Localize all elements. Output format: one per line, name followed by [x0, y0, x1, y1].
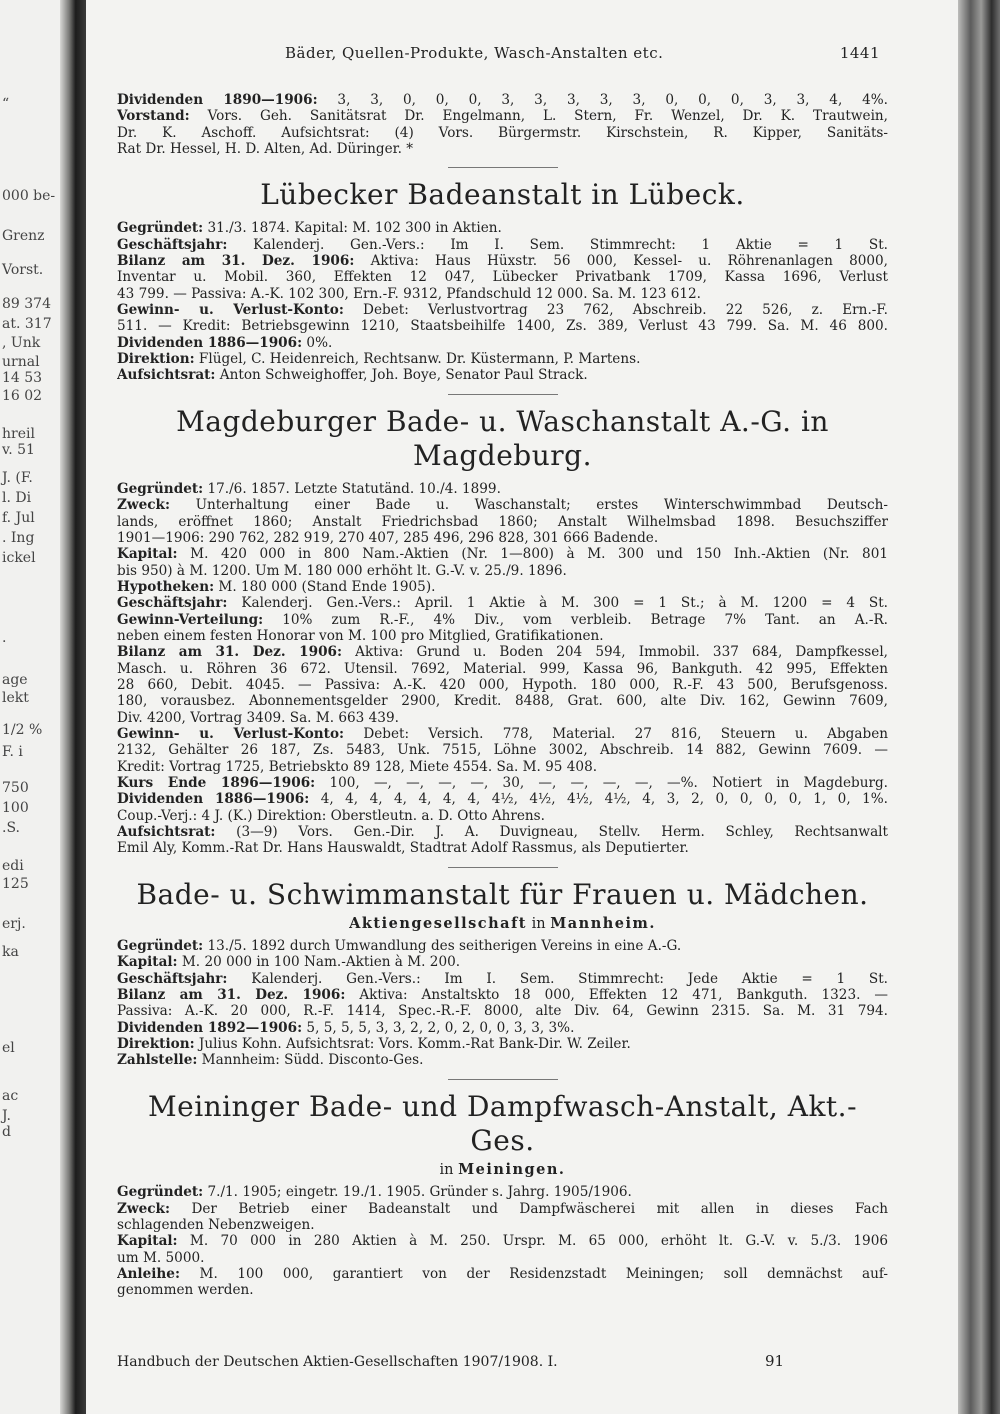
entry-text: 10% zum R.-F., 4% Div., vom verbleib. Betrage 7% Tant. an A.-R.	[263, 611, 888, 628]
entry-field-label: Bilanz am 31. Dez. 1906:	[117, 644, 343, 661]
entry-field-label: Direktion:	[117, 1036, 195, 1053]
entry-text: 17./6. 1857. Letzte Statutänd. 10./4. 1899.	[203, 480, 501, 497]
entry-text: 511. — Kredit: Betriebsgewinn 1210, Staatsbeihilfe 1400, Zs. 389, Verlust 43 799. Sa. M. 46 800.	[117, 318, 888, 335]
entry-line	[117, 335, 888, 351]
facing-page-text: F. i	[2, 744, 23, 760]
entry-field-label: Kapital:	[117, 954, 178, 971]
entry-line	[117, 302, 888, 318]
entry-field-label: Gegründet:	[117, 1184, 204, 1201]
section-divider	[448, 1079, 558, 1080]
entry-line	[117, 954, 888, 970]
company-subtitle	[117, 916, 888, 932]
entry-line	[117, 693, 888, 709]
facing-page-text: 125	[2, 876, 29, 892]
entry-line	[117, 92, 888, 108]
entry-field-label: Dividenden 1886—1906:	[117, 791, 310, 808]
entry-line	[117, 530, 888, 546]
entry-text: 7./1. 1905; eingetr. 19./1. 1905. Gründer s. Jahrg. 1905/1906.	[203, 1184, 632, 1201]
entry-text: schlagenden Nebenzweigen.	[117, 1216, 315, 1233]
entry-field-label: Kapital:	[117, 546, 178, 563]
facing-page-fragment	[0, 0, 60, 1414]
entry-field-label: Geschäftsjahr:	[117, 236, 228, 253]
entry-field-label: Dividenden 1892—1906:	[117, 1019, 303, 1036]
entry-text: 5, 5, 5, 5, 3, 3, 2, 2, 0, 2, 0, 0, 3, 3, 3%.	[302, 1019, 575, 1036]
entry-text: neben einem festen Honorar von M. 100 pro Mitglied, Gratifikationen.	[117, 627, 604, 644]
entry-text: Aktiva: Anstaltskto 18 000, Effekten 12 471, Bankguth. 1323. —	[345, 987, 888, 1004]
entry-line	[117, 710, 888, 726]
entry-field-label: Vorstand:	[117, 108, 190, 125]
entry-line	[117, 269, 888, 285]
entry-text: Masch. u. Röhren 36 672. Utensil. 7692, Material. 999, Kassa 96, Bankguth. 42 995, Effekten	[117, 660, 888, 677]
entry-line	[117, 286, 888, 302]
facing-page-text: J. (F.	[2, 470, 33, 486]
entry-text: Coup.-Verj.: 4 J. (K.) Direktion: Oberstleutn. a. D. Otto Ahrens.	[117, 807, 545, 824]
entry-field-label: Gewinn- u. Verlust-Konto:	[117, 725, 345, 742]
facing-page-text: .S.	[2, 820, 20, 836]
entry-line	[117, 759, 888, 775]
entry-field-label: Kapital:	[117, 1233, 178, 1250]
entry-field-label: Bilanz am 31. Dez. 1906:	[117, 987, 346, 1004]
entry-line	[117, 514, 888, 530]
entry-line	[117, 1020, 888, 1036]
entry-line	[117, 808, 888, 824]
subtitle-in: in	[439, 1161, 459, 1178]
entry-line	[117, 1201, 888, 1217]
entry-line	[117, 661, 888, 677]
entry-line	[117, 108, 888, 124]
entry-line	[117, 987, 888, 1003]
entry-field-label: Gewinn-Verteilung:	[117, 611, 264, 628]
entry-line	[117, 742, 888, 758]
facing-page-text: “	[2, 96, 10, 112]
facing-page-text: ka	[2, 944, 19, 960]
entry-line	[117, 1250, 888, 1266]
entry-line	[117, 1217, 888, 1233]
entry-field-label: Gegründet:	[117, 938, 204, 955]
company-subtitle	[117, 1162, 888, 1178]
entry-text: Vors. Geh. Sanitätsrat Dr. Engelmann, L. Stern, Fr. Wenzel, Dr. K. Trautwein,	[189, 108, 888, 125]
entry-text: (3—9) Vors. Gen.-Dir. J. A. Duvigneau, Stellv. Herm. Schley, Rechtsanwalt	[215, 824, 888, 841]
facing-page-text: edi	[2, 858, 24, 874]
facing-page-text: Vorst.	[2, 262, 44, 278]
facing-page-text: 16 02	[2, 388, 43, 404]
entry-field-label: Geschäftsjahr:	[117, 970, 228, 987]
entry-text: Dr. K. Aschoff. Aufsichtsrat: (4) Vors. Bürgermstr. Kirschstein, R. Kipper, Sanitäts-	[117, 124, 888, 141]
page-edge	[958, 0, 1000, 1414]
entry-line	[117, 318, 888, 334]
entry-text: 28 660, Debit. 4045. — Passiva: A.-K. 420 000, Hypoth. 180 000, R.-F. 43 500, Berufsgenoss.	[117, 676, 888, 693]
facing-page-text: v. 51	[2, 442, 35, 458]
facing-page-text: , Unk	[2, 335, 41, 351]
entry-text: bis 950) à M. 1200. Um M. 180 000 erhöht lt. G.-V. v. 25./9. 1896.	[117, 562, 567, 579]
entry-text: Unterhaltung einer Bade u. Waschanstalt; erstes Winterschwimmbad Deutsch-	[170, 497, 888, 514]
company-title: Meininger Bade- und Dampfwasch-Anstalt, Akt.-Ges.	[147, 1089, 858, 1157]
entry-line	[117, 481, 888, 497]
company-form: Aktiengesellschaft	[349, 914, 527, 932]
entry-text: M. 180 000 (Stand Ende 1905).	[214, 578, 436, 595]
facing-page-text: .	[2, 630, 7, 646]
entry-text: Julius Kohn. Aufsichtsrat: Vors. Komm.-Rat Bank-Dir. W. Zeiler.	[194, 1036, 631, 1053]
entry-line	[117, 824, 888, 840]
entry-text: M. 100 000, garantiert von der Residenzstadt Meiningen; soll demnächst auf-	[179, 1265, 888, 1282]
entry-text: Aktiva: Grund u. Boden 204 594, Immobil. 337 684, Dampfkessel,	[342, 644, 888, 661]
facing-page-text: urnal	[2, 354, 40, 370]
facing-page-text: hreil	[2, 426, 35, 442]
facing-page-text: 750	[2, 780, 29, 796]
entry-line	[117, 141, 888, 157]
entry-text: Rat Dr. Hessel, H. D. Alten, Ad. Düringer. *	[117, 141, 414, 158]
entry-text: Emil Aly, Komm.-Rat Dr. Hans Hauswaldt, Stadtrat Adolf Rassmus, als Deputierter.	[117, 840, 689, 857]
entry-text: 4, 4, 4, 4, 4, 4, 4, 4½, 4½, 4½, 4½, 4, 3, 2, 0, 0, 0, 0, 1, 0, 1%.	[309, 791, 888, 808]
entry-line	[117, 595, 888, 611]
subtitle-in: in	[527, 915, 551, 932]
section-divider	[448, 167, 558, 168]
entry-text: Flügel, C. Heidenreich, Rechtsanw. Dr. Küstermann, P. Martens.	[194, 351, 641, 368]
entry-text: genommen werden.	[117, 1282, 254, 1299]
facing-page-text: age	[2, 672, 28, 688]
entry-text: 31./3. 1874. Kapital: M. 102 300 in Aktien.	[203, 220, 502, 237]
entry-line	[117, 612, 888, 628]
entry-line	[117, 726, 888, 742]
entry-text: Passiva: A.-K. 20 000, R.-F. 1414, Spec.-R.-F. 8000, alte Div. 64, Gewinn 2315. Sa. M. 31 794.	[117, 1003, 888, 1020]
facing-page-text: . Ing	[2, 530, 35, 546]
entry-text: 3, 3, 0, 0, 0, 3, 3, 3, 3, 3, 0, 0, 0, 3, 3, 4, 4%.	[317, 92, 888, 108]
facing-page-text: el	[2, 1040, 15, 1056]
company-title: Magdeburger Bade- u. Waschanstalt A.-G. in Magdeburg.	[176, 404, 829, 472]
entry-line	[117, 840, 888, 856]
entry-line	[117, 1052, 888, 1068]
entry-text: Kalenderj. Gen.-Vers.: April. 1 Aktie à M. 300 = 1 St.; à M. 1200 = 4 St.	[227, 595, 888, 612]
facing-page-text: d	[2, 1124, 11, 1140]
entry-line	[117, 971, 888, 987]
entry-line	[117, 628, 888, 644]
entry-line	[117, 220, 888, 236]
entry-line	[117, 351, 888, 367]
entry-text: Debet: Versich. 778, Material. 27 816, Steuern u. Abgaben	[344, 725, 888, 742]
entry-field-label: Aufsichtsrat:	[117, 367, 216, 384]
entry-field-label: Dividenden 1890—1906:	[117, 92, 318, 108]
entry-line	[117, 1282, 888, 1298]
entry-text: Kalenderj. Gen.-Vers.: Im I. Sem. Stimmrecht: 1 Aktie = 1 St.	[227, 236, 888, 253]
entry-field-label: Hypotheken:	[117, 578, 215, 595]
facing-page-text: at. 317	[2, 316, 52, 332]
company-city: Mannheim.	[550, 914, 656, 932]
facing-page-text: Grenz	[2, 228, 45, 244]
entry-line	[117, 497, 888, 513]
entry-text: Kredit: Vortrag 1725, Betriebskto 89 128, Miete 4554. Sa. M. 95 408.	[117, 758, 598, 775]
header-title: Bäder, Quellen-Produkte, Wasch-Anstalten etc.	[285, 44, 664, 62]
entry-text: lands, eröffnet 1860; Anstalt Friedrichsbad 1860; Anstalt Wilhelmsbad 1898. Besuchsziffer	[117, 513, 888, 530]
entry-text: 43 799. — Passiva: A.-K. 102 300, Ern.-F. 9312, Pfandschuld 12 000. Sa. M. 123 612.	[117, 285, 701, 302]
entry-line	[117, 1266, 888, 1282]
entry-line	[117, 938, 888, 954]
entry-text: 0%.	[302, 334, 333, 351]
facing-page-text: ickel	[2, 550, 36, 566]
entry-field-label: Kurs Ende 1896—1906:	[117, 775, 316, 791]
entry-text: 2132, Gehälter 26 187, Zs. 5483, Unk. 7515, Löhne 3002, Abschreib. 14 882, Gewinn 7609. —	[117, 742, 888, 759]
facing-page-text: 14 53	[2, 370, 43, 386]
facing-page-text: lekt	[2, 690, 29, 706]
entry-text: Kalenderj. Gen.-Vers.: Im I. Sem. Stimmrecht: Jede Aktie = 1 St.	[227, 970, 888, 987]
company-title: Lübecker Badeanstalt in Lübeck.	[260, 178, 745, 212]
entry-line	[117, 125, 888, 141]
entry-line	[117, 563, 888, 579]
entry-line	[117, 546, 888, 562]
entry-text: Aktiva: Haus Hüxstr. 56 000, Kessel- u. Röhrenanlagen 8000,	[354, 253, 888, 270]
entry-field-label: Geschäftsjahr:	[117, 595, 228, 612]
page-content	[117, 92, 888, 1299]
facing-page-text: J.	[2, 1108, 11, 1124]
entry-line	[117, 644, 888, 660]
entry-line	[117, 1036, 888, 1052]
company-city: Meiningen.	[458, 1160, 566, 1178]
entry-field-label: Zweck:	[117, 1200, 170, 1217]
entry-text: M. 20 000 in 100 Nam.-Aktien à M. 200.	[177, 954, 461, 971]
running-header	[100, 44, 880, 66]
entry-field-label: Gegründet:	[117, 480, 204, 497]
entry-text: Der Betrieb einer Badeanstalt und Dampfwäscherei mit allen in dieses Fach	[170, 1200, 888, 1217]
entry-text: Debet: Verlustvortrag 23 762, Abschreib. 22 526, z. Ern.-F.	[343, 302, 888, 319]
facing-page-text: f. Jul	[2, 510, 35, 526]
facing-page-text: 1/2 %	[2, 722, 43, 738]
entry-field-label: Bilanz am 31. Dez. 1906:	[117, 253, 355, 270]
facing-page-text: ac	[2, 1088, 19, 1104]
entry-field-label: Direktion:	[117, 351, 195, 368]
page-number: 1441	[839, 44, 880, 62]
entry-field-label: Zahlstelle:	[117, 1052, 198, 1069]
entry-text: Div. 4200, Vortrag 3409. Sa. M. 663 439.	[117, 709, 399, 726]
entry-line	[117, 775, 888, 791]
facing-page-text: 000 be-	[2, 188, 56, 204]
entry-line	[117, 1184, 888, 1200]
section-divider	[448, 867, 558, 868]
book-spine	[60, 0, 86, 1414]
entry-field-label: Gewinn- u. Verlust-Konto:	[117, 302, 344, 319]
company-title: Bade- u. Schwimmanstalt für Frauen u. Mädchen.	[136, 877, 869, 911]
signature-number: 91	[765, 1352, 785, 1370]
facing-page-text: l. Di	[2, 490, 32, 506]
entry-line	[117, 1003, 888, 1019]
page-footer	[117, 1354, 888, 1376]
entry-line	[117, 253, 888, 269]
facing-page-text: 89 374	[2, 296, 51, 312]
entry-text: 180, vorausbez. Abonnementsgelder 2900, Kredit. 8488, Grat. 600, alte Div. 162, Gewinn 7609,	[117, 693, 888, 710]
entry-line	[117, 1233, 888, 1249]
entry-line	[117, 579, 888, 595]
entry-line	[117, 677, 888, 693]
entry-text: Inventar u. Mobil. 360, Effekten 12 047, Lübecker Privatbank 1709, Kassa 1696, Verlust	[117, 269, 888, 286]
entry-line	[117, 237, 888, 253]
entry-field-label: Aufsichtsrat:	[117, 824, 216, 841]
entry-line	[117, 791, 888, 807]
entry-text: M. 70 000 in 280 Aktien à M. 250. Urspr. M. 65 000, erhöht lt. G.-V. v. 5./3. 1906	[177, 1233, 888, 1250]
entry-field-label: Gegründet:	[117, 220, 204, 237]
section-divider	[448, 394, 558, 395]
footer-text: Handbuch der Deutschen Aktien-Gesellschaften 1907/1908. I.	[117, 1354, 558, 1370]
entry-line	[117, 367, 888, 383]
entry-text: M. 420 000 in 800 Nam.-Aktien (Nr. 1—800) à M. 300 und 150 Inh.-Aktien (Nr. 801	[177, 546, 888, 563]
entry-text: um M. 5000.	[117, 1249, 205, 1266]
facing-page-text: erj.	[2, 916, 26, 932]
facing-page-text: 100	[2, 800, 29, 816]
entry-field-label: Zweck:	[117, 497, 170, 514]
entry-field-label: Dividenden 1886—1906:	[117, 334, 303, 351]
entry-text: 13./5. 1892 durch Umwandlung des seitherigen Vereins in eine A.-G.	[203, 938, 682, 955]
entry-text: Anton Schweighoffer, Joh. Boye, Senator Paul Strack.	[215, 367, 588, 384]
entry-text: Mannheim: Südd. Disconto-Ges.	[197, 1052, 424, 1069]
entry-field-label: Anleihe:	[117, 1265, 180, 1282]
entry-text: 100, —, —, —, —, 30, —, —, —, —, —%. Notiert in Magdeburg.	[315, 775, 888, 791]
entry-text: 1901—1906: 290 762, 282 919, 270 407, 285 496, 296 828, 301 666 Badende.	[117, 529, 659, 546]
